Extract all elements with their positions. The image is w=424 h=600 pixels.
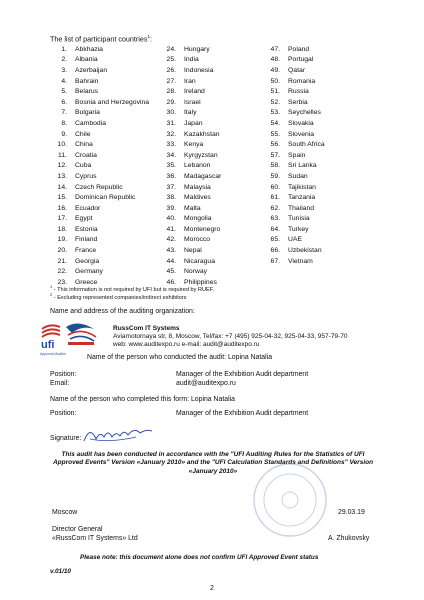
auditor-web: web: www.auditexpo.ru e-mail: audit@auditexpo.ru: [113, 341, 260, 348]
country-number: 15.: [57, 194, 67, 202]
country-row: [46, 108, 149, 119]
country-number: 36.: [166, 172, 176, 180]
country-number: 41.: [166, 225, 176, 233]
country-number: 65.: [270, 236, 280, 244]
country-row: [46, 76, 149, 87]
country-row: [259, 224, 325, 235]
country-row: [259, 118, 325, 129]
footnote-2: $^2$ - Excluding represented companies/indirect exhibitors: [50, 292, 187, 301]
country-name: Slovenia: [288, 130, 315, 138]
country-number: 63.: [270, 215, 280, 223]
signature-label: Signature:: [50, 435, 82, 442]
country-number: 16.: [57, 204, 67, 212]
country-name: Iran: [184, 77, 196, 85]
country-name: France: [75, 247, 97, 255]
country-row: [155, 65, 221, 76]
country-row: [46, 214, 149, 225]
country-row: [259, 97, 325, 108]
country-number: 30.: [166, 109, 176, 117]
country-name: Germany: [75, 268, 103, 276]
country-row: [259, 86, 325, 97]
country-row: [155, 108, 221, 119]
country-name: Turkey: [288, 225, 309, 233]
official-stamp: [250, 460, 330, 540]
country-row: [259, 171, 325, 182]
country-name: Bahrain: [75, 77, 99, 85]
version-label: v.01/10: [50, 568, 71, 575]
country-row: [46, 55, 149, 66]
country-name: Bosnia and Herzegovina: [75, 98, 150, 106]
country-name: Japan: [184, 119, 203, 127]
country-name: Spain: [288, 151, 306, 159]
country-name: Portugal: [288, 56, 314, 64]
country-name: Ireland: [184, 88, 205, 96]
country-row: [46, 203, 149, 214]
country-number: 29.: [166, 98, 176, 106]
handwritten-signature: [80, 423, 155, 445]
position-value: Manager of the Exhibition Audit department: [176, 371, 309, 378]
disclaimer-note: Please note: this document alone does not confirm UFI Approved Event status: [80, 554, 319, 561]
country-name: Azerbaijan: [75, 66, 108, 74]
country-name: Mongolia: [184, 215, 212, 223]
country-row: [259, 235, 325, 246]
country-name: Ecuador: [75, 204, 101, 212]
country-row: [46, 44, 149, 55]
country-name: Vietnam: [288, 257, 313, 265]
auditor-address: Aviamotornaya str, 8, Moscow, Tel/fax: +7 (495) 925-04-32, 925-04-33, 957-79-70: [113, 333, 348, 340]
country-row: [259, 161, 325, 172]
country-row: [259, 129, 325, 140]
country-row: [155, 76, 221, 87]
country-name: Russia: [288, 88, 309, 96]
country-name: Cuba: [75, 162, 92, 170]
country-number: 2.: [61, 56, 67, 64]
country-number: 48.: [270, 56, 280, 64]
country-name: Estonia: [75, 225, 98, 233]
country-row: [46, 256, 149, 267]
country-number: 22.: [57, 268, 67, 276]
auditor-name: RussCom IT Systems: [113, 325, 180, 332]
country-row: [46, 266, 149, 277]
country-name: Greece: [75, 278, 98, 286]
country-number: 40.: [166, 215, 176, 223]
country-row: [155, 203, 221, 214]
country-number: 54.: [270, 119, 280, 127]
city: Moscow: [52, 509, 78, 516]
country-number: 6.: [61, 98, 67, 106]
country-number: 3.: [61, 66, 67, 74]
country-name: Montenegro: [184, 225, 221, 233]
country-name: Lebanon: [184, 162, 211, 170]
country-number: 20.: [57, 247, 67, 255]
country-name: Philippines: [184, 278, 217, 286]
director-org: «RussCom IT Systems» Ltd: [52, 535, 138, 542]
country-number: 57.: [270, 151, 280, 159]
country-row: [155, 97, 221, 108]
country-name: Sri Lanka: [288, 162, 317, 170]
country-name: Maldives: [184, 194, 211, 202]
country-number: 61.: [270, 194, 280, 202]
country-number: 59.: [270, 172, 280, 180]
country-name: Belarus: [75, 88, 99, 96]
country-name: Nepal: [184, 247, 202, 255]
country-number: 27.: [166, 77, 176, 85]
country-name: Chile: [75, 130, 91, 138]
country-number: 38.: [166, 194, 176, 202]
country-number: 37.: [166, 183, 176, 191]
country-row: [259, 192, 325, 203]
country-name: Cambodia: [75, 119, 106, 127]
country-name: Finland: [75, 236, 98, 244]
country-row: [46, 182, 149, 193]
country-row: [259, 214, 325, 225]
country-row: [155, 44, 221, 55]
country-row: [259, 139, 325, 150]
country-number: 32.: [166, 130, 176, 138]
country-row: [155, 245, 221, 256]
page-number: 2: [210, 585, 214, 592]
country-row: [46, 139, 149, 150]
country-row: [46, 129, 149, 140]
country-row: [155, 150, 221, 161]
country-name: Abkhazia: [75, 45, 103, 53]
country-number: 56.: [270, 141, 280, 149]
country-row: [259, 76, 325, 87]
country-number: 50.: [270, 77, 280, 85]
country-name: Tajikistan: [288, 183, 316, 191]
country-row: [155, 118, 221, 129]
country-name: Dominican Republic: [75, 194, 136, 202]
country-name: Madagascar: [184, 172, 222, 180]
country-number: 67.: [270, 257, 280, 265]
country-row: [155, 161, 221, 172]
country-number: 64.: [270, 225, 280, 233]
country-name: Cyprus: [75, 172, 97, 180]
country-row: [259, 55, 325, 66]
auditor-heading: Name and address of the auditing organization:: [50, 308, 195, 315]
country-number: 8.: [61, 119, 67, 127]
director-name: A. Zhukovsky: [328, 535, 370, 542]
country-number: 26.: [166, 66, 176, 74]
country-number: 62.: [270, 204, 280, 212]
country-row: [46, 192, 149, 203]
ufi-logo-subtitle: Approved Auditor: [40, 352, 67, 356]
country-name: UAE: [288, 236, 302, 244]
country-row: [155, 214, 221, 225]
country-name: Norway: [184, 268, 208, 276]
country-number: 42.: [166, 236, 176, 244]
country-row: [46, 235, 149, 246]
country-name: Malaysia: [184, 183, 211, 191]
country-name: Morocco: [184, 236, 211, 244]
country-row: [155, 266, 221, 277]
country-number: 12.: [57, 162, 67, 170]
country-row: [155, 171, 221, 182]
country-name: Romania: [288, 77, 316, 85]
country-name: Kenya: [184, 141, 204, 149]
email-value: audit@auditexpo.ru: [176, 380, 236, 387]
country-number: 51.: [270, 88, 280, 96]
country-row: [259, 150, 325, 161]
countries-title: The list of participant countries$^1$:: [50, 34, 152, 44]
country-row: [46, 150, 149, 161]
position-label: Position:: [50, 371, 77, 378]
conducted-by: Name of the person who conducted the audit: Lopina Natalia: [87, 354, 273, 361]
country-number: 21.: [57, 257, 67, 265]
country-name: South Africa: [288, 141, 325, 149]
country-name: Czech Republic: [75, 183, 123, 191]
country-row: [155, 86, 221, 97]
country-name: Indonesia: [184, 66, 214, 74]
country-number: 5.: [61, 88, 67, 96]
ufi-logo-text: ufi: [41, 339, 55, 351]
country-name: Croatia: [75, 151, 97, 159]
country-name: Israel: [184, 98, 201, 106]
country-name: Tunisia: [288, 215, 310, 223]
country-number: 52.: [270, 98, 280, 106]
date: 29.03.19: [338, 509, 365, 516]
director-title: Director General: [52, 526, 103, 533]
country-name: Nicaragua: [184, 257, 215, 265]
country-number: 43.: [166, 247, 176, 255]
country-name: Georgia: [75, 257, 100, 265]
country-number: 45.: [166, 268, 176, 276]
country-row: [259, 108, 325, 119]
country-row: [259, 256, 325, 267]
country-number: 19.: [57, 236, 67, 244]
country-row: [155, 139, 221, 150]
country-name: Bulgaria: [75, 109, 100, 117]
country-name: Kyrgyzstan: [184, 151, 218, 159]
country-row: [46, 65, 149, 76]
country-row: [155, 235, 221, 246]
position2-label: Position:: [50, 410, 77, 417]
country-row: [155, 192, 221, 203]
country-number: 53.: [270, 109, 280, 117]
country-number: 49.: [270, 66, 280, 74]
country-row: [259, 44, 325, 55]
country-row: [46, 161, 149, 172]
countries-column-3: [259, 44, 325, 266]
country-number: 58.: [270, 162, 280, 170]
countries-column-2: [155, 44, 221, 288]
country-name: India: [184, 56, 199, 64]
country-row: [46, 118, 149, 129]
country-name: Malta: [184, 204, 201, 212]
country-number: 10.: [57, 141, 67, 149]
country-row: [46, 171, 149, 182]
country-name: Uzbekistan: [288, 247, 322, 255]
audit-statement: This audit has been conducted in accordance with the "UFI Auditing Rules for the Statistics of UFI Approved Events" Version «January 2010» and the "UFI Calculation Standards and Definitions" Version «January 2010»: [52, 451, 374, 475]
country-number: 28.: [166, 88, 176, 96]
country-row: [259, 182, 325, 193]
country-name: Slovakia: [288, 119, 314, 127]
country-name: Serbia: [288, 98, 308, 106]
country-name: Italy: [184, 109, 197, 117]
country-name: Egypt: [75, 215, 93, 223]
country-row: [46, 224, 149, 235]
completed-by: Name of the person who completed this form: Lopina Natalia: [50, 396, 235, 403]
country-row: [155, 224, 221, 235]
country-name: Tanzania: [288, 194, 316, 202]
country-number: 44.: [166, 257, 176, 265]
country-name: Qatar: [288, 66, 305, 74]
country-number: 35.: [166, 162, 176, 170]
country-number: 66.: [270, 247, 280, 255]
footnote-1: $^1$ - This information is not required by UFI but is required by RUEF.: [50, 284, 215, 293]
country-row: [259, 203, 325, 214]
country-number: 60.: [270, 183, 280, 191]
country-row: [46, 97, 149, 108]
country-name: Thailand: [288, 204, 315, 212]
country-number: 33.: [166, 141, 176, 149]
email-label: Email:: [50, 380, 70, 387]
country-row: [259, 245, 325, 256]
country-number: 25.: [166, 56, 176, 64]
country-number: 23.: [57, 278, 67, 286]
country-number: 55.: [270, 130, 280, 138]
country-number: 11.: [58, 151, 67, 159]
country-name: Poland: [288, 45, 310, 53]
country-row: [155, 55, 221, 66]
countries-column-1: [46, 44, 149, 288]
country-row: [259, 65, 325, 76]
country-row: [46, 245, 149, 256]
country-number: 34.: [166, 151, 176, 159]
country-row: [155, 182, 221, 193]
country-name: China: [75, 141, 93, 149]
country-name: Hungary: [184, 45, 210, 53]
country-name: Kazakhstan: [184, 130, 220, 138]
country-number: 13.: [57, 172, 67, 180]
country-number: 24.: [166, 45, 176, 53]
country-name: Sudan: [288, 172, 308, 180]
country-number: 47.: [270, 45, 280, 53]
country-row: [155, 256, 221, 267]
country-name: Albania: [75, 56, 98, 64]
country-number: 9.: [61, 130, 67, 138]
country-number: 4.: [61, 77, 67, 85]
position2-value: Manager of the Exhibition Audit department: [176, 410, 309, 417]
country-number: 1.: [61, 45, 67, 53]
country-row: [155, 129, 221, 140]
country-name: Seychelles: [288, 109, 321, 117]
country-number: 31.: [166, 119, 176, 127]
country-number: 17.: [57, 215, 67, 223]
country-row: [46, 86, 149, 97]
country-number: 14.: [57, 183, 67, 191]
country-number: 46.: [166, 278, 176, 286]
country-number: 7.: [61, 109, 67, 117]
country-number: 39.: [166, 204, 176, 212]
country-number: 18.: [57, 225, 67, 233]
